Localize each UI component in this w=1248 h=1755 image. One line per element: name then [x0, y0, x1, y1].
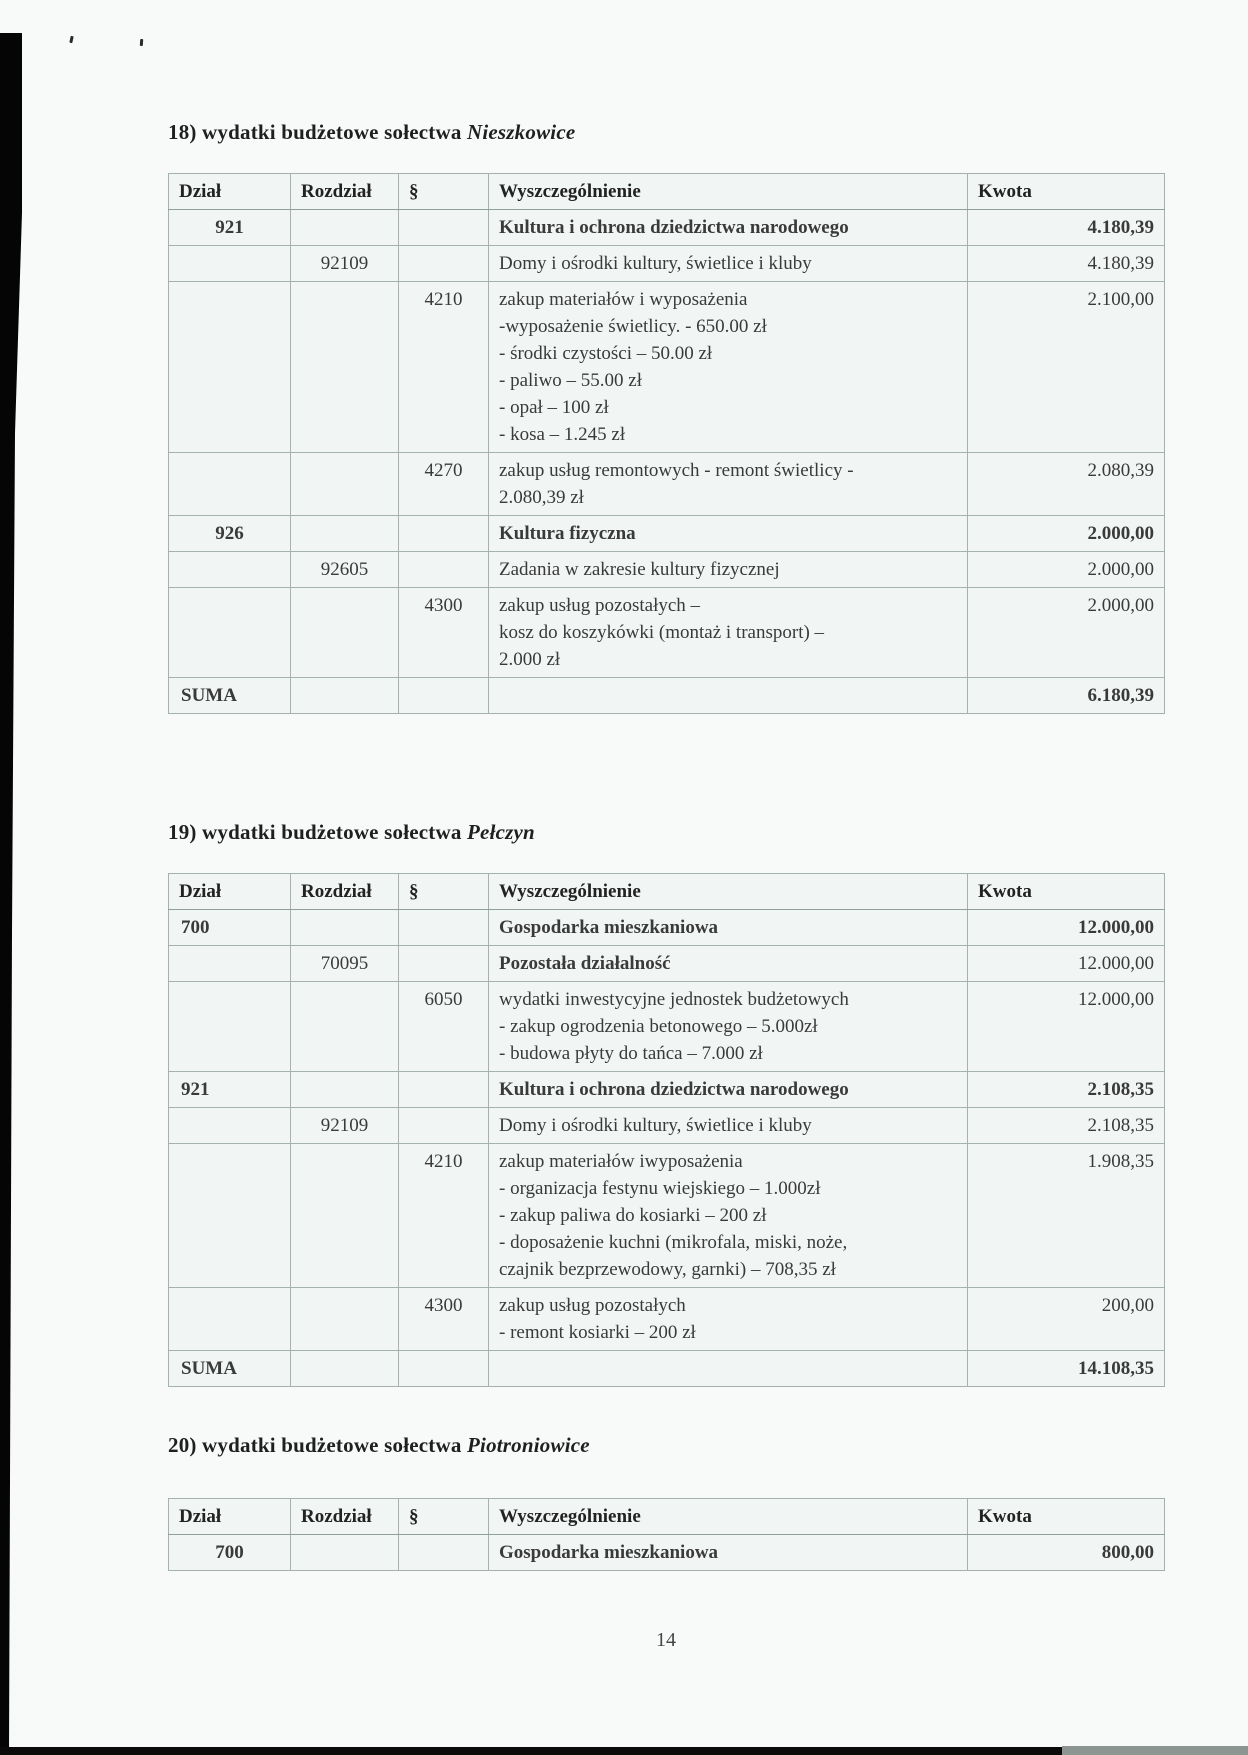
cell-wyszczegolnienie — [489, 1351, 968, 1387]
cell-rozdzial — [291, 282, 399, 453]
village-name: Pełczyn — [467, 820, 535, 844]
cell-kwota: 2.000,00 — [968, 516, 1165, 552]
cell-paragraf — [399, 552, 489, 588]
cell-rozdzial — [291, 1351, 399, 1387]
desc-line: 2.000 zł — [499, 649, 561, 670]
cell-paragraf — [399, 946, 489, 982]
cell-paragraf: 4300 — [399, 588, 489, 678]
column-header-rozdzial: Rozdział — [291, 1499, 399, 1535]
cell-dzial: 700 — [169, 1535, 291, 1571]
desc-line: Kultura i ochrona dziedzictwa narodowego — [499, 217, 849, 238]
column-header-rozdzial: Rozdział — [291, 174, 399, 210]
table-row — [169, 516, 1165, 552]
cell-wyszczegolnienie — [489, 282, 968, 453]
table-row — [169, 552, 1165, 588]
column-header-wysz: Wyszczególnienie — [489, 874, 968, 910]
cell-paragraf — [399, 1108, 489, 1144]
cell-rozdzial — [291, 1072, 399, 1108]
table-row — [169, 453, 1165, 516]
desc-line: - budowa płyty do tańca – 7.000 zł — [499, 1043, 763, 1064]
desc-line: Domy i ośrodki kultury, świetlice i kluby — [499, 1115, 812, 1136]
cell-rozdzial — [291, 453, 399, 516]
desc-line: zakup usług remontowych - remont świetlicy - — [499, 460, 854, 481]
cell-paragraf — [399, 1535, 489, 1571]
cell-dzial — [169, 588, 291, 678]
cell-wyszczegolnienie — [489, 588, 968, 678]
table-row — [169, 982, 1165, 1072]
cell-kwota: 12.000,00 — [968, 946, 1165, 982]
cell-wyszczegolnienie — [489, 1072, 968, 1108]
cell-kwota: 12.000,00 — [968, 910, 1165, 946]
column-header-dzial: Dział — [169, 874, 291, 910]
desc-line: - remont kosiarki – 200 zł — [499, 1322, 696, 1343]
desc-line: - opał – 100 zł — [499, 397, 609, 418]
desc-line: kosz do koszykówki (montaż i transport) – — [499, 622, 825, 643]
cell-wyszczegolnienie — [489, 1108, 968, 1144]
cell-dzial — [169, 1288, 291, 1351]
cell-dzial — [169, 1144, 291, 1288]
desc-line: - doposażenie kuchni (mikrofala, miski, noże, — [499, 1232, 848, 1253]
budget-section — [168, 1433, 1164, 1571]
desc-line: Gospodarka mieszkaniowa — [499, 917, 719, 938]
cell-dzial — [169, 282, 291, 453]
cell-rozdzial — [291, 210, 399, 246]
cell-paragraf: 4210 — [399, 282, 489, 453]
table-row — [169, 210, 1165, 246]
column-header-dzial: Dział — [169, 174, 291, 210]
cell-kwota: 1.908,35 — [968, 1144, 1165, 1288]
table-row — [169, 946, 1165, 982]
table-row — [169, 1144, 1165, 1288]
cell-paragraf: 6050 — [399, 982, 489, 1072]
desc-line: 2.080,39 zł — [499, 487, 584, 508]
cell-wyszczegolnienie — [489, 946, 968, 982]
table-row — [169, 910, 1165, 946]
desc-line: zakup materiałów i wyposażenia — [499, 289, 748, 310]
cell-dzial: 926 — [169, 516, 291, 552]
cell-wyszczegolnienie — [489, 910, 968, 946]
table-row — [169, 588, 1165, 678]
section-title-text: 18) wydatki budżetowe sołectwa — [168, 120, 462, 144]
table-row — [169, 1288, 1165, 1351]
cell-wyszczegolnienie — [489, 1535, 968, 1571]
desc-line: Kultura i ochrona dziedzictwa narodowego — [499, 1079, 849, 1100]
desc-line: wydatki inwestycyjne jednostek budżetowych — [499, 989, 849, 1010]
cell-dzial — [169, 453, 291, 516]
desc-line: zakup usług pozostałych – — [499, 595, 701, 616]
cell-paragraf: 4300 — [399, 1288, 489, 1351]
suma-row — [169, 678, 1165, 714]
cell-wyszczegolnienie — [489, 552, 968, 588]
suma-label: SUMA — [169, 678, 291, 714]
suma-label: SUMA — [169, 1351, 291, 1387]
desc-line: Kultura fizyczna — [499, 523, 636, 544]
column-header-dzial: Dział — [169, 1499, 291, 1535]
desc-line: czajnik bezprzewodowy, garnki) – 708,35 zł — [499, 1259, 836, 1280]
desc-line: Domy i ośrodki kultury, świetlice i kluby — [499, 253, 812, 274]
table-row — [169, 282, 1165, 453]
cell-dzial — [169, 552, 291, 588]
section-title — [168, 820, 1164, 845]
column-header-wysz: Wyszczególnienie — [489, 174, 968, 210]
column-header-wysz: Wyszczególnienie — [489, 1499, 968, 1535]
cell-rozdzial — [291, 1288, 399, 1351]
page-number: 14 — [656, 1629, 676, 1651]
cell-paragraf — [399, 1072, 489, 1108]
scan-artifact-bottom-band — [0, 1747, 1062, 1755]
suma-value: 14.108,35 — [968, 1351, 1165, 1387]
cell-kwota: 4.180,39 — [968, 210, 1165, 246]
column-header-kwota: Kwota — [968, 174, 1165, 210]
cell-rozdzial: 70095 — [291, 946, 399, 982]
cell-dzial — [169, 946, 291, 982]
cell-dzial — [169, 1108, 291, 1144]
budget-section — [168, 820, 1164, 1387]
table-header-row — [169, 174, 1165, 210]
cell-kwota: 2.100,00 — [968, 282, 1165, 453]
cell-rozdzial — [291, 516, 399, 552]
desc-line: - organizacja festynu wiejskiego – 1.000zł — [499, 1178, 821, 1199]
column-header-kwota: Kwota — [968, 874, 1165, 910]
cell-kwota: 2.000,00 — [968, 552, 1165, 588]
cell-wyszczegolnienie — [489, 1288, 968, 1351]
cell-rozdzial: 92605 — [291, 552, 399, 588]
desc-line: - zakup paliwa do kosiarki – 200 zł — [499, 1205, 767, 1226]
suma-row — [169, 1351, 1165, 1387]
section-title-text: 19) wydatki budżetowe sołectwa — [168, 820, 462, 844]
table-header-row — [169, 1499, 1165, 1535]
budget-table — [168, 873, 1165, 1387]
cell-dzial — [169, 246, 291, 282]
cell-paragraf — [399, 1351, 489, 1387]
cell-rozdzial — [291, 982, 399, 1072]
cell-rozdzial: 92109 — [291, 246, 399, 282]
cell-paragraf — [399, 210, 489, 246]
section-title — [168, 1433, 1164, 1458]
desc-line: zakup materiałów iwyposażenia — [499, 1151, 743, 1172]
desc-line: - paliwo – 55.00 zł — [499, 370, 643, 391]
scan-speck — [140, 39, 143, 46]
cell-wyszczegolnienie — [489, 982, 968, 1072]
cell-wyszczegolnienie — [489, 1144, 968, 1288]
scan-artifact-left-band — [0, 33, 22, 1755]
budget-section — [168, 120, 1164, 714]
section-title — [168, 120, 1164, 145]
cell-wyszczegolnienie — [489, 210, 968, 246]
column-header-rozdzial: Rozdział — [291, 874, 399, 910]
cell-kwota: 2.108,35 — [968, 1072, 1165, 1108]
desc-line: zakup usług pozostałych — [499, 1295, 686, 1316]
cell-dzial: 921 — [169, 210, 291, 246]
cell-kwota: 4.180,39 — [968, 246, 1165, 282]
cell-dzial: 921 — [169, 1072, 291, 1108]
cell-rozdzial — [291, 588, 399, 678]
budget-table — [168, 173, 1165, 714]
budget-table — [168, 1498, 1165, 1571]
column-header-par: § — [399, 1499, 489, 1535]
table-row — [169, 246, 1165, 282]
cell-paragraf — [399, 678, 489, 714]
cell-wyszczegolnienie — [489, 246, 968, 282]
cell-kwota: 200,00 — [968, 1288, 1165, 1351]
column-header-par: § — [399, 874, 489, 910]
cell-wyszczegolnienie — [489, 453, 968, 516]
cell-rozdzial — [291, 1535, 399, 1571]
section-title-text: 20) wydatki budżetowe sołectwa — [168, 1433, 462, 1457]
desc-line: - kosa – 1.245 zł — [499, 424, 626, 445]
desc-line: - środki czystości – 50.00 zł — [499, 343, 713, 364]
cell-kwota: 12.000,00 — [968, 982, 1165, 1072]
cell-kwota: 2.000,00 — [968, 588, 1165, 678]
suma-value: 6.180,39 — [968, 678, 1165, 714]
cell-paragraf — [399, 516, 489, 552]
cell-wyszczegolnienie — [489, 516, 968, 552]
scan-speck — [69, 36, 73, 43]
table-row — [169, 1535, 1165, 1571]
document-page — [168, 0, 1164, 1652]
column-header-kwota: Kwota — [968, 1499, 1165, 1535]
village-name: Piotroniowice — [467, 1433, 590, 1457]
desc-line: Pozostała działalność — [499, 953, 671, 974]
cell-rozdzial — [291, 910, 399, 946]
cell-dzial: 700 — [169, 910, 291, 946]
cell-kwota: 800,00 — [968, 1535, 1165, 1571]
cell-rozdzial — [291, 678, 399, 714]
cell-paragraf: 4270 — [399, 453, 489, 516]
cell-paragraf — [399, 246, 489, 282]
village-name: Nieszkowice — [467, 120, 576, 144]
cell-kwota: 2.108,35 — [968, 1108, 1165, 1144]
table-row — [169, 1108, 1165, 1144]
table-header-row — [169, 874, 1165, 910]
budget-sections — [168, 120, 1164, 1571]
scan-artifact-bottom-band-gray — [1062, 1746, 1248, 1755]
cell-rozdzial — [291, 1144, 399, 1288]
desc-line: Zadania w zakresie kultury fizycznej — [499, 559, 780, 580]
cell-dzial — [169, 982, 291, 1072]
desc-line: -wyposażenie świetlicy. - 650.00 zł — [499, 316, 767, 337]
desc-line: Gospodarka mieszkaniowa — [499, 1542, 719, 1563]
cell-paragraf — [399, 910, 489, 946]
cell-wyszczegolnienie — [489, 678, 968, 714]
cell-kwota: 2.080,39 — [968, 453, 1165, 516]
cell-rozdzial: 92109 — [291, 1108, 399, 1144]
desc-line: - zakup ogrodzenia betonowego – 5.000zł — [499, 1016, 818, 1037]
column-header-par: § — [399, 174, 489, 210]
cell-paragraf: 4210 — [399, 1144, 489, 1288]
table-row — [169, 1072, 1165, 1108]
